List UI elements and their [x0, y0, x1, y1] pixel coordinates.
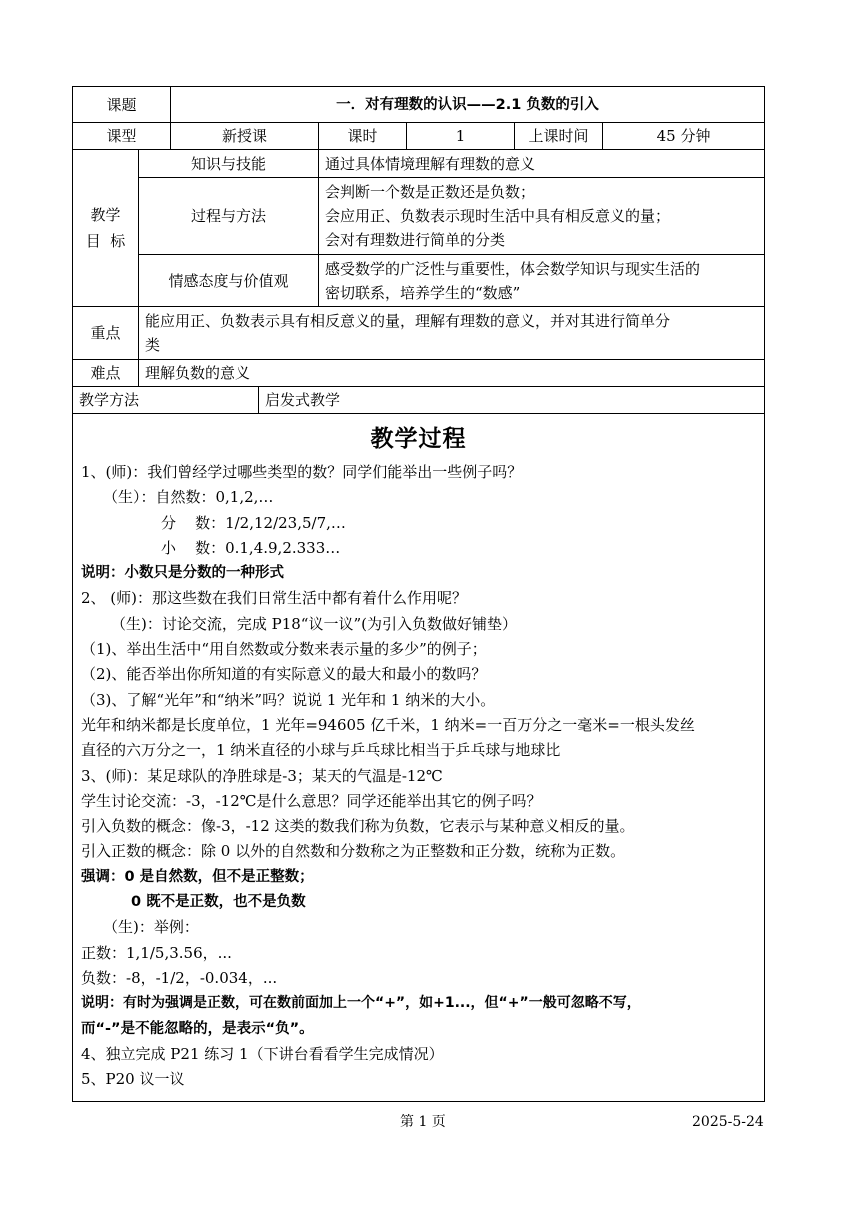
- process-method-label: 过程与方法: [139, 178, 319, 255]
- type-label: 课型: [73, 123, 171, 150]
- process-line: （3)、了解“光年”和“纳米”吗？说说 1 光年和 1 纳米的大小。: [81, 690, 496, 709]
- emotion-value: [319, 255, 765, 307]
- emotion-label: 情感态度与价值观: [139, 255, 319, 307]
- process-note-bold: 说明：小数只是分数的一种形式: [81, 565, 284, 582]
- row-method: [73, 387, 765, 414]
- topic-value: 一．对有理数的认识——2.1 负数的引入: [171, 87, 765, 123]
- teaching-process-title: 教学过程: [370, 425, 467, 452]
- row-difficulty: [73, 360, 765, 387]
- process-line: （1)、举出生活中“用自然数或分数来表示量的多少”的例子；: [81, 640, 487, 659]
- process-line: 正数：1,1/5,3.56，...: [81, 943, 232, 962]
- process-line: （生)：讨论交流，完成 P18“议一议”(为引入负数做好铺垫）: [111, 614, 517, 633]
- page-number: 第 1 页: [400, 1114, 446, 1130]
- process-method-line: 会对有理数进行简单的分类: [325, 231, 506, 249]
- key-point-line: 能应用正、负数表示具有相反意义的量，理解有理数的意义，并对其进行简单分: [145, 312, 671, 330]
- process-line: （生）：自然数：0,1,2,…: [103, 488, 274, 507]
- row-topic: [73, 87, 765, 123]
- process-line: 学生讨论交流：-3，-12℃是什么意思？同学还能举出其它的例子吗？: [81, 791, 542, 810]
- difficulty-label: 难点: [73, 360, 139, 387]
- method-label: 教学方法: [73, 387, 259, 414]
- process-line: 5、P20 议一议: [81, 1070, 185, 1089]
- goals-label-line2: 目 标: [85, 232, 126, 250]
- process-line: （生)：举例：: [103, 918, 199, 937]
- process-line: 负数：-8，-1/2，-0.034，...: [81, 968, 278, 987]
- footer-date: 2025-5-24: [692, 1114, 764, 1130]
- topic-label: 课题: [73, 87, 171, 123]
- lesson-plan-table: [72, 86, 765, 1102]
- key-point-value: [139, 307, 765, 360]
- hours-value: 1: [407, 123, 515, 150]
- process-line: 引入正数的概念：除 0 以外的自然数和分数称之为正整数和正分数，统称为正数。: [81, 842, 626, 861]
- process-line: 1、(师)：我们曾经学过哪些类型的数？同学们能举出一些例子吗？: [81, 463, 523, 481]
- time-label: 上课时间: [515, 123, 603, 150]
- row-goal-knowledge: [73, 150, 765, 178]
- process-note-bold: 说明：有时为强调是正数，可在数前面加上一个“+”，如+1...，但“+”一般可忽略不写，: [81, 995, 641, 1012]
- process-line: （2)、能否举出你所知道的有实际意义的最大和最小的数吗？: [81, 665, 487, 684]
- process-note-bold: 强调：0 是自然数，但不是正整数；: [81, 868, 314, 885]
- goals-label-line1: 教学: [90, 206, 121, 224]
- time-value: 45 分钟: [603, 123, 765, 150]
- difficulty-value: 理解负数的意义: [139, 360, 765, 387]
- process-note-bold: 0 既不是正数，也不是负数: [131, 894, 306, 911]
- emotion-line: 感受数学的广泛性与重要性，体会数学知识与现实生活的: [325, 259, 701, 278]
- process-line: 直径的六万分之一，1 纳米直径的小球与乒乓球比相当于乒乓球与地球比: [81, 741, 561, 760]
- process-line: 分 数：1/2,12/23,5/7,…: [161, 513, 346, 532]
- teaching-process-cell: [73, 414, 765, 1102]
- goals-label: [73, 150, 139, 307]
- method-value: 启发式教学: [259, 387, 765, 414]
- process-line: 引入负数的概念：像-3，-12 这类的数我们称为负数，它表示与某种意义相反的量。: [81, 817, 635, 836]
- row-key-point: [73, 307, 765, 360]
- row-teaching-process: [73, 414, 765, 1102]
- type-value: 新授课: [171, 123, 319, 150]
- row-goal-process: [73, 178, 765, 255]
- row-type: [73, 123, 765, 150]
- process-line: 3、(师)：某足球队的净胜球是-3；某天的气温是-12℃: [81, 766, 443, 785]
- key-point-label: 重点: [73, 307, 139, 360]
- row-goal-emotion: [73, 255, 765, 307]
- emotion-line: 密切联系，培养学生的“数感”: [325, 283, 521, 302]
- knowledge-label: 知识与技能: [139, 150, 319, 178]
- process-method-line: 会判断一个数是正数还是负数；: [325, 183, 536, 201]
- process-line: 2、 (师)：那这些数在我们日常生活中都有着什么作用呢？: [81, 589, 468, 608]
- process-line: 光年和纳米都是长度单位，1 光年=94605 亿千米，1 纳米=一百万分之一毫米=一根头发丝: [81, 715, 695, 734]
- knowledge-value: 通过具体情境理解有理数的意义: [319, 150, 765, 178]
- key-point-line: 类: [145, 336, 161, 354]
- hours-label: 课时: [319, 123, 407, 150]
- process-line: 小 数：0.1,4.9,2.333…: [161, 538, 341, 557]
- process-note-bold: 而“-”是不能忽略的，是表示“负”。: [81, 1020, 314, 1037]
- process-method-value: [319, 178, 765, 255]
- process-line: 4、独立完成 P21 练习 1（下讲台看看学生完成情况）: [81, 1044, 444, 1063]
- process-method-line: 会应用正、负数表示现时生活中具有相反意义的量；: [325, 207, 671, 225]
